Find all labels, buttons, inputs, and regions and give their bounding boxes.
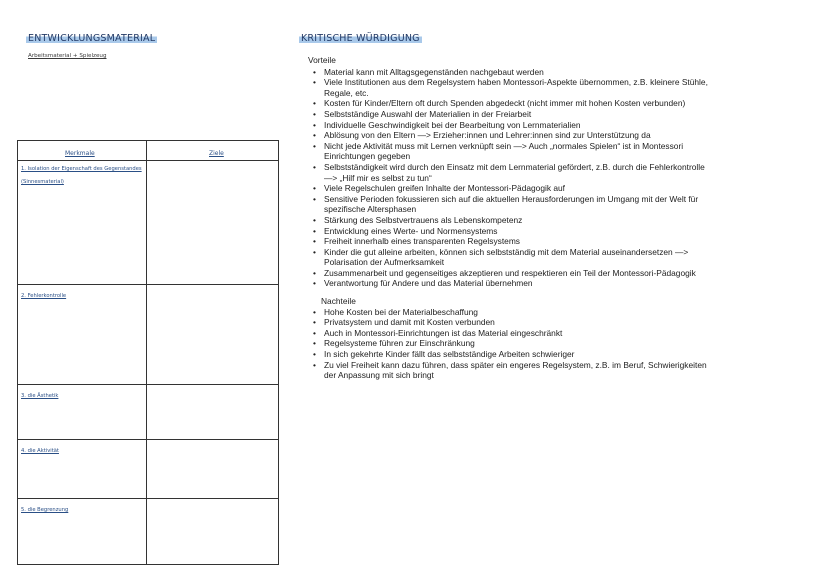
table-row-title	[21, 290, 144, 303]
vorteil-item: • Viele Institutionen aus dem Regelsystem haben Montessori-Aspekte übernommen, z.B. kleinere Stühle, Regale, etc.	[303, 77, 713, 98]
vorteil-item: • Verantwortung für Andere und das Material übernehmen	[303, 278, 713, 289]
table-row-divider	[18, 384, 278, 385]
vorteile-list	[303, 67, 713, 289]
vorteil-item: • Material kann mit Alltagsgegenständen nachgebaut werden	[303, 67, 713, 78]
vorteil-item: • Entwicklung eines Werte- und Normensystems	[303, 226, 713, 237]
col-header-merkmale: Merkmale	[65, 150, 95, 157]
table-row-divider	[18, 284, 278, 285]
table-row-title-text: 4. die Aktivität	[21, 448, 59, 454]
vorteil-item: • Zusammenarbeit und gegenseitiges akzeptieren und respektieren ein Teil der Montessori-Pädagogik	[303, 268, 713, 279]
nachteil-item: • Privatsystem und damit mit Kosten verbunden	[303, 317, 713, 328]
vorteil-item: • Stärkung des Selbstvertrauens als Lebenskompetenz	[303, 215, 713, 226]
table-header-divider	[18, 160, 278, 161]
vorteil-item: • Kosten für Kinder/Eltern oft durch Spenden abgedeckt (nicht immer mit hohen Kosten verbunden)	[303, 98, 713, 109]
vorteil-item: • Selbstständigkeit wird durch den Einsatz mit dem Lernmaterial gefördert, z.B. durch die Fehlerkontrolle —> „Hilf mir es selbst zu tun“	[303, 162, 713, 183]
vorteil-item: • Individuelle Geschwindigkeit bei der Bearbeitung von Lernmaterialien	[303, 120, 713, 131]
nachteile-list	[303, 307, 713, 381]
table-row-title-text: 2. Fehlerkontrolle	[21, 293, 67, 299]
table-row-divider	[18, 498, 278, 499]
table-row-title	[21, 504, 144, 517]
kritische-wuerdigung-body	[303, 55, 713, 381]
col-header-ziele: Ziele	[209, 150, 224, 157]
vorteil-item: • Viele Regelschulen greifen Inhalte der Montessori-Pädagogik auf	[303, 183, 713, 194]
nachteil-item: • Hohe Kosten bei der Materialbeschaffung	[303, 307, 713, 318]
table-row-title-text: 1. Isolation der Eigenschaft des Gegenstandes (Sinnesmaterial)	[21, 166, 142, 185]
intro-line: Arbeitsmaterial + Spielzeug	[28, 53, 107, 59]
table-row-title	[21, 390, 144, 403]
nachteil-item: • In sich gekehrte Kinder fällt das selbstständige Arbeiten schwieriger	[303, 349, 713, 360]
nachteile-title: Nachteile	[321, 296, 356, 307]
nachteil-item: • Auch in Montessori-Einrichtungen ist das Material eingeschränkt	[303, 328, 713, 339]
vorteil-item: • Freiheit innerhalb eines transparenten Regelsystems	[303, 236, 713, 247]
vorteil-item: • Nicht jede Aktivität muss mit Lernen verknüpft sein —> Auch „normales Spielen“ ist in Montessori Einrichtungen gegeben	[303, 141, 713, 162]
vorteil-item: • Kinder die gut alleine arbeiten, können sich selbstständig mit dem Material auseinandersetzen —> Polarisation der Aufmerksamkeit	[303, 247, 713, 268]
table-column-divider	[146, 141, 147, 564]
table-row-title-text: 5. die Begrenzung	[21, 507, 69, 513]
vorteile-title: Vorteile	[308, 55, 336, 65]
vorteil-item: • Sensitive Perioden fokussieren sich auf die aktuellen Herausforderungen im Umgang mit der Welt für spezifische Altersphasen	[303, 194, 713, 215]
vorteil-item: • Selbstständige Auswahl der Materialien in der Freiarbeit	[303, 109, 713, 120]
merkmale-ziele-table	[17, 140, 279, 565]
vorteil-item: • Ablösung von den Eltern —> Erzieher:innen und Lehrer:innen sind zur Unterstützung da	[303, 130, 713, 141]
entwicklungsmaterial-title: ENTWICKLUNGSMATERIAL	[28, 33, 156, 44]
kritische-wuerdigung-title: KRITISCHE WÜRDIGUNG	[301, 33, 420, 44]
intro-notes	[28, 53, 278, 70]
nachteil-item: • Zu viel Freiheit kann dazu führen, dass später ein engeres Regelsystem, z.B. im Beruf, Schwierigkeiten der Anpassung mit sich bringt	[303, 360, 713, 381]
table-row-title-text: 3. die Ästhetik	[21, 393, 59, 399]
table-row-title	[21, 445, 144, 458]
table-row-title	[21, 163, 144, 189]
table-row-divider	[18, 439, 278, 440]
nachteil-item: • Regelsysteme führen zur Einschränkung	[303, 338, 713, 349]
